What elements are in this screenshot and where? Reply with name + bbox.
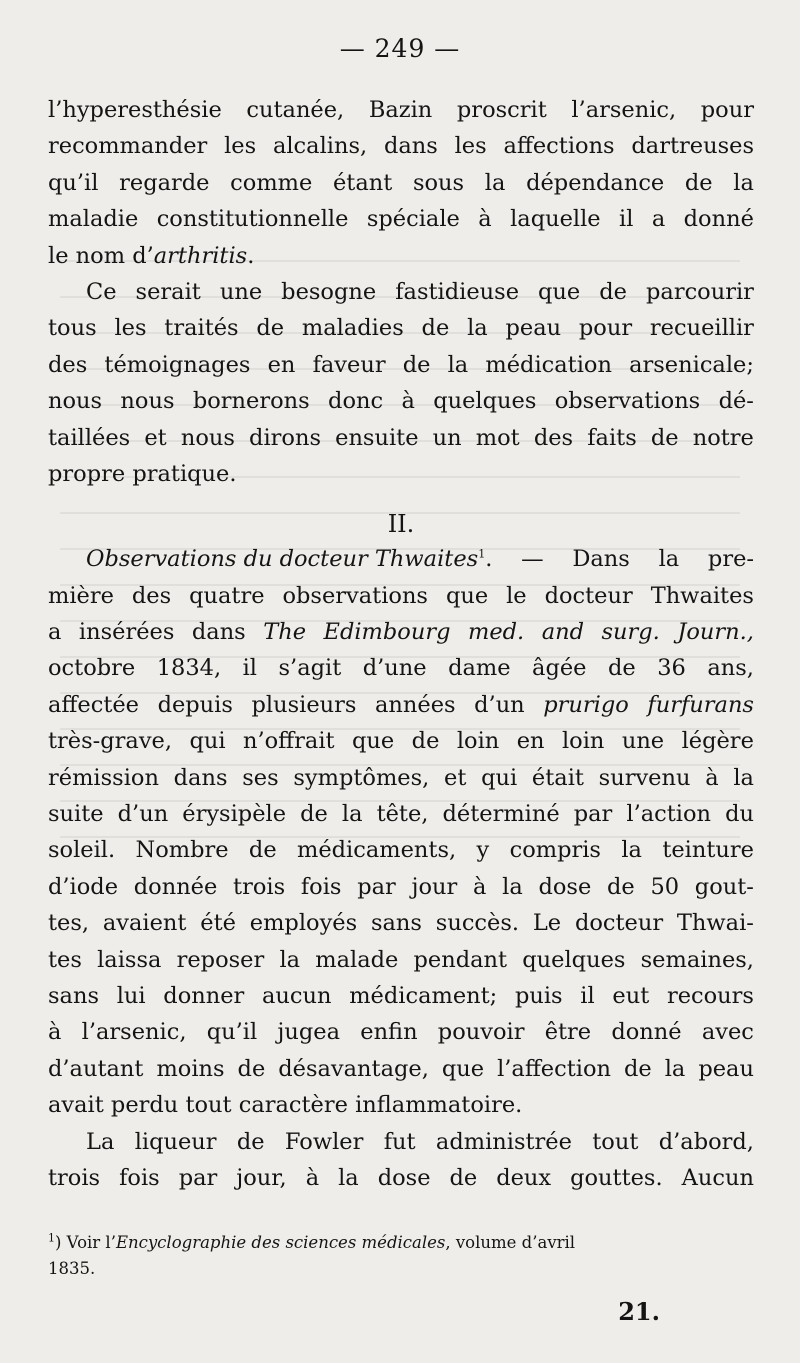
word: Bazin — [368, 97, 433, 123]
paragraph-4 — [48, 1124, 754, 1197]
word: dans — [383, 133, 438, 160]
word: la — [484, 169, 506, 196]
text-line — [48, 723, 754, 759]
word: constitutionnelle — [156, 206, 349, 233]
word: dé- — [718, 388, 754, 415]
word: surg. — [601, 619, 660, 646]
word: la — [658, 546, 680, 573]
word: alcalins, — [272, 133, 368, 160]
word: 36 — [657, 655, 686, 682]
text-line — [48, 687, 754, 723]
word: des — [131, 582, 172, 609]
word: de — [237, 1055, 266, 1082]
word: la — [467, 315, 488, 342]
footnote-year: 1835. — [48, 1259, 96, 1278]
word: malade — [315, 946, 399, 973]
word: Observations du docteur Thwaites — [86, 546, 479, 573]
footnote — [48, 1230, 754, 1282]
footnote-text — [48, 1230, 575, 1256]
word: pendant — [413, 946, 508, 973]
word: de — [607, 873, 635, 900]
word: pouvoir — [437, 1019, 525, 1046]
word: Thwaites — [650, 582, 754, 609]
text-line — [48, 347, 754, 383]
word: jour — [411, 873, 458, 900]
word: gouttes. — [570, 1164, 663, 1191]
word: eut — [612, 982, 650, 1009]
word: recours — [666, 982, 754, 1009]
word: sous — [412, 169, 465, 196]
footnote-marker: 1 — [48, 1231, 55, 1245]
word: dame — [448, 655, 511, 682]
word: la — [279, 946, 301, 973]
word: la — [733, 169, 754, 196]
text-line — [48, 165, 754, 201]
word: la — [447, 351, 469, 378]
word: tes, — [48, 910, 90, 937]
word: docteur — [544, 582, 633, 609]
text-line — [48, 201, 754, 237]
word: fut — [383, 1128, 416, 1155]
word: , volume d’avril — [445, 1233, 576, 1252]
word: médicaments, — [297, 837, 457, 864]
word: besogne — [281, 278, 377, 305]
word: il — [619, 206, 634, 233]
word: dans — [173, 764, 228, 791]
word: à — [305, 1164, 320, 1191]
word: l’action — [626, 801, 712, 828]
text-line — [48, 905, 754, 941]
text-line — [48, 1014, 754, 1050]
word: arsenicale; — [629, 351, 754, 378]
text-line — [48, 92, 754, 128]
word: d’un — [117, 801, 169, 828]
word: trois — [48, 1164, 101, 1191]
word: peau — [698, 1055, 754, 1082]
word: recueillir — [649, 315, 754, 342]
word: and — [541, 619, 584, 646]
word: a — [651, 206, 666, 233]
word: pour — [578, 315, 633, 342]
word: symptômes, — [293, 764, 430, 791]
word: cutanée, — [246, 97, 345, 123]
signature-mark: 21. — [618, 1297, 660, 1326]
word: et — [444, 764, 467, 791]
word: succès. — [435, 910, 520, 937]
word: Journ., — [677, 619, 754, 646]
word: qui — [189, 728, 226, 755]
word: l’affection — [497, 1055, 612, 1082]
word: il — [242, 655, 258, 682]
word: notre — [692, 424, 754, 451]
word: de — [236, 1128, 265, 1155]
word: propre pratique. — [48, 460, 237, 487]
word: insérées — [78, 619, 175, 646]
word: de — [599, 278, 627, 305]
word: dans — [191, 619, 246, 646]
word: donner — [163, 982, 245, 1009]
word: désavantage, — [278, 1055, 429, 1082]
word: maladie — [48, 206, 139, 233]
word: d’abord, — [658, 1128, 754, 1155]
text-line — [48, 456, 754, 492]
body-text — [48, 92, 754, 1196]
word: à — [472, 873, 487, 900]
word: dartreuses — [631, 133, 754, 160]
word: déterminé — [442, 801, 560, 828]
word: s’agit — [278, 655, 342, 682]
word: Fowler — [284, 1128, 364, 1155]
paragraph-2 — [48, 274, 754, 492]
word: de — [449, 1164, 478, 1191]
paragraph-1 — [48, 92, 754, 274]
word: depuis — [157, 691, 233, 718]
word: rémission — [48, 764, 159, 791]
text-line — [48, 274, 754, 310]
word: le — [506, 582, 527, 609]
word: peau — [505, 315, 562, 342]
word: comme — [230, 169, 313, 196]
text-line — [48, 578, 754, 614]
word: serait — [135, 278, 201, 305]
word: 50 — [650, 873, 680, 900]
word: gout- — [694, 873, 754, 900]
observation-title — [86, 541, 492, 577]
word: en — [516, 728, 545, 755]
word: employés — [249, 910, 358, 937]
text-line — [48, 541, 754, 577]
word: le nom d’ — [48, 242, 154, 269]
word: recommander — [48, 133, 208, 160]
word: jugea — [277, 1019, 341, 1046]
text-line — [48, 1160, 754, 1196]
word: sans — [48, 982, 99, 1009]
word: des — [533, 424, 574, 451]
word: donné — [611, 1019, 682, 1046]
footnote-line-1 — [48, 1230, 754, 1256]
word: Le — [532, 910, 562, 937]
word: en — [267, 351, 296, 378]
word: Aucun — [681, 1164, 754, 1191]
word: La — [86, 1128, 115, 1155]
word: donc — [328, 388, 384, 415]
word: que — [441, 1055, 485, 1082]
word: Ce — [86, 278, 117, 305]
word: légère — [681, 728, 754, 755]
word: tout — [592, 1128, 639, 1155]
word: enfin — [360, 1019, 418, 1046]
word: donnée — [133, 873, 218, 900]
text-line — [48, 1087, 754, 1123]
word: années — [375, 691, 456, 718]
word: quelques — [522, 946, 626, 973]
word: à — [705, 764, 719, 791]
word: dose — [377, 1164, 431, 1191]
word: qu’il — [206, 1019, 258, 1046]
word: avaient — [102, 910, 187, 937]
word: octobre — [48, 655, 136, 682]
word: nous — [48, 388, 103, 415]
word: n’offrait — [242, 728, 335, 755]
word: plusieurs — [251, 691, 357, 718]
word: traités — [164, 315, 239, 342]
word: lui — [116, 982, 146, 1009]
word: parcourir — [646, 278, 754, 305]
paragraph-3 — [48, 541, 754, 1123]
word: ans, — [707, 655, 754, 682]
word: taillées — [48, 424, 131, 451]
word: pre- — [707, 546, 754, 573]
text-line — [48, 942, 754, 978]
word: à — [401, 388, 415, 415]
word: avec — [701, 1019, 754, 1046]
word: administrée — [435, 1128, 572, 1155]
text-line — [48, 128, 754, 164]
word: ) Voir l’ — [55, 1233, 116, 1252]
word: les — [454, 133, 487, 160]
word: tête, — [376, 801, 429, 828]
word: la — [338, 1164, 359, 1191]
word: Dans — [572, 546, 630, 573]
text-line — [48, 978, 754, 1014]
word: nous — [120, 388, 175, 415]
word: il — [580, 982, 595, 1009]
word: quatre — [189, 582, 265, 609]
word: y — [476, 837, 490, 864]
word: fastidieuse — [395, 278, 520, 305]
word: une — [219, 278, 263, 305]
word: de — [411, 728, 440, 755]
footnote-ref: 1 — [478, 547, 486, 561]
text-line — [48, 832, 754, 868]
word: la — [502, 873, 523, 900]
word: bornerons — [192, 388, 310, 415]
line-with-emphasis — [48, 238, 254, 274]
word: loin — [561, 728, 605, 755]
word: une — [621, 728, 665, 755]
text-line — [48, 614, 754, 650]
word: — — [521, 546, 544, 573]
word: tes — [48, 946, 82, 973]
word: par — [573, 801, 613, 828]
word: de — [402, 351, 431, 378]
word: . — [485, 546, 493, 573]
text-line — [48, 383, 754, 419]
word: faveur — [312, 351, 386, 378]
word: suite — [48, 801, 104, 828]
word: l’arsenic, — [571, 97, 677, 123]
word: reposer — [176, 946, 265, 973]
word: regarde — [119, 169, 210, 196]
word: fois — [300, 873, 342, 900]
word: érysipèle — [182, 801, 287, 828]
word: med. — [467, 619, 525, 646]
word: affections — [503, 133, 615, 160]
text-line — [48, 869, 754, 905]
word: de — [684, 169, 713, 196]
word: dose — [538, 873, 592, 900]
word: la — [733, 764, 754, 791]
text-line — [48, 650, 754, 686]
word: un — [432, 424, 462, 451]
text-line — [48, 760, 754, 796]
word: des — [48, 351, 88, 378]
word: qu’il — [48, 169, 99, 196]
word: médicament; — [349, 982, 498, 1009]
word: à — [478, 206, 492, 233]
word: être — [544, 1019, 592, 1046]
page-number: — 249 — — [339, 34, 461, 63]
word: compris — [509, 837, 601, 864]
word: moins — [156, 1055, 225, 1082]
word: a — [48, 619, 62, 646]
word: puis — [514, 982, 563, 1009]
word: âgée — [532, 655, 587, 682]
word: faits — [587, 424, 637, 451]
word: loin — [456, 728, 500, 755]
word: et — [144, 424, 167, 451]
word: prurigo — [543, 691, 629, 718]
word: que — [538, 278, 581, 305]
word: la — [664, 1055, 686, 1082]
text-line — [48, 796, 754, 832]
word: dirons — [249, 424, 321, 451]
word: The — [263, 619, 307, 646]
word: était — [531, 764, 584, 791]
word: aucun — [262, 982, 332, 1009]
word: . — [247, 242, 255, 269]
text-line — [48, 1124, 754, 1160]
word: teinture — [662, 837, 754, 864]
text-line — [48, 238, 754, 274]
word: de — [300, 801, 328, 828]
word: furfurans — [647, 691, 754, 718]
word: de — [256, 315, 285, 342]
word: témoignages — [104, 351, 251, 378]
word: médication — [485, 351, 612, 378]
word: mot — [475, 424, 520, 451]
word: de — [624, 1055, 652, 1082]
word: par — [357, 873, 396, 900]
word: dépendance — [526, 169, 665, 196]
word: les — [224, 133, 257, 160]
word: d’un — [474, 691, 525, 718]
word: observations — [282, 582, 428, 609]
word: fois — [119, 1164, 160, 1191]
word: les — [114, 315, 147, 342]
word: laissa — [97, 946, 162, 973]
word: docteur — [574, 910, 664, 937]
word: de — [421, 315, 450, 342]
word: de — [248, 837, 277, 864]
word: soleil. — [48, 837, 116, 864]
word: semaines, — [640, 946, 754, 973]
word: maladies — [301, 315, 404, 342]
word: d’iode — [48, 873, 119, 900]
word: d’une — [362, 655, 427, 682]
text-line — [48, 420, 754, 456]
word: qui — [481, 764, 518, 791]
word: du — [725, 801, 754, 828]
word: de — [607, 655, 636, 682]
word: que — [352, 728, 395, 755]
word: l’hyperesthésie — [48, 97, 222, 123]
word: Edimbourg — [323, 619, 451, 646]
word: liqueur — [134, 1128, 217, 1155]
word: Encyclographie des sciences médicales — [115, 1233, 446, 1252]
word: été — [200, 910, 236, 937]
word: ensuite — [335, 424, 419, 451]
word: observations — [554, 388, 701, 415]
word: pour — [700, 97, 754, 123]
word: étant — [332, 169, 393, 196]
word: quelques — [433, 388, 537, 415]
word: Thwai- — [676, 910, 754, 937]
word: mière — [48, 582, 114, 609]
word: trois — [233, 873, 286, 900]
word: l’arsenic, — [81, 1019, 187, 1046]
word: deux — [496, 1164, 552, 1191]
word: d’autant — [48, 1055, 144, 1082]
word: tous — [48, 315, 97, 342]
word: nous — [180, 424, 235, 451]
word: laquelle — [510, 206, 601, 233]
word: Nombre — [135, 837, 229, 864]
text-line — [48, 1051, 754, 1087]
word: 1834, — [156, 655, 222, 682]
word: affectée — [48, 691, 139, 718]
word: sans — [370, 910, 422, 937]
footnote-line-2 — [48, 1256, 754, 1282]
word: par — [178, 1164, 218, 1191]
word: jour, — [236, 1164, 287, 1191]
word: survenu — [598, 764, 691, 791]
word: spéciale — [366, 206, 460, 233]
word: la — [341, 801, 363, 828]
section-heading: II. — [387, 510, 415, 539]
text-line — [48, 310, 754, 346]
word: proscrit — [456, 97, 547, 123]
word: arthritis — [153, 242, 248, 269]
word: la — [621, 837, 642, 864]
word: très-grave, — [48, 728, 173, 755]
word: donné — [683, 206, 754, 233]
word: que — [445, 582, 489, 609]
word: avait perdu tout caractère inflammatoire. — [48, 1092, 523, 1119]
word: de — [650, 424, 679, 451]
word: ses — [242, 764, 279, 791]
word: à — [48, 1019, 62, 1046]
